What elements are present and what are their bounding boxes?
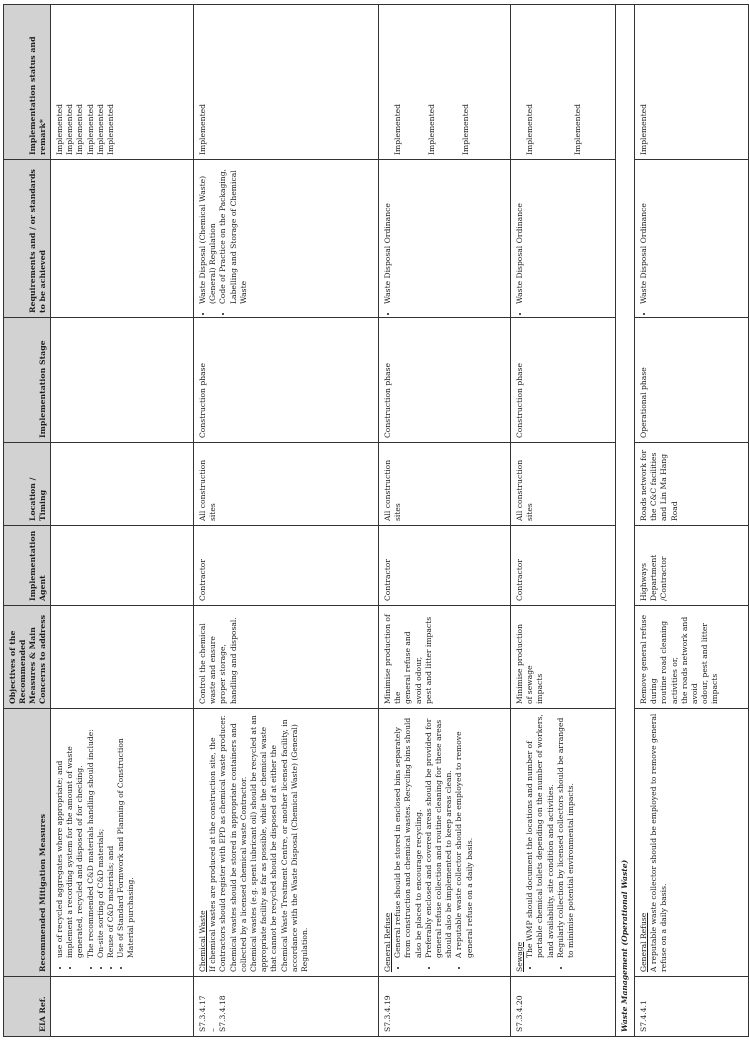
eia-ref: S7.3.4.17: [198, 995, 207, 1032]
header-agent: Implementation Agent: [4, 526, 51, 606]
section-heading: Waste Management (Operational Waste): [616, 5, 635, 1037]
objective-line: the roads network and avoid: [679, 616, 700, 704]
status-text: Implemented: [573, 104, 583, 155]
objective-line: odour, pest and litter impacts: [700, 622, 720, 704]
list-item: • Use of Standard Formwork and Planning of Construction Material purchasing.: [116, 713, 136, 958]
objective-line: routine road cleaning activities or,: [659, 620, 679, 704]
objective-line: Remove general refuse during: [639, 614, 659, 704]
objectives-cell: [51, 606, 194, 709]
eia-ref-cell: S7.4.4.1: [635, 977, 749, 1037]
status-text: Implemented: [525, 104, 534, 155]
objective-line: Minimise production: [515, 624, 524, 704]
stage-cell: Operational phase: [635, 318, 749, 443]
requirements-cell: [635, 160, 749, 318]
bullet-list: [515, 164, 525, 313]
header-stage: Implementation Stage: [4, 318, 51, 443]
objective-line: general refuse and avoid odour,: [403, 631, 423, 704]
list-item: • Regularly collection by licensed collectors should be arranged to minimise potential environmental impacts.: [556, 713, 576, 958]
stage-cell: Construction phase: [511, 318, 616, 443]
location-cell: All construction sites: [511, 443, 616, 526]
measure-text: A reputable waste collector should be employed to remove general refuse on a daily basis.: [649, 713, 669, 972]
measures-cell: [194, 709, 379, 977]
list-item: • use of recycled aggregates where appropriate; and: [55, 713, 65, 958]
requirements-cell: [194, 160, 379, 318]
status-cell: Implemented: [635, 5, 749, 160]
measure-title: General Refuse: [639, 912, 648, 972]
list-item: • General refuse should be stored in enclosed bins separately from construction and chemical wastes. Recycling bins should also be placed to encourage recycling.: [393, 713, 424, 958]
measures-cell: [511, 709, 616, 977]
status-cell: Implemented: [194, 5, 379, 160]
header-status: Implementation status and remark*: [4, 5, 51, 160]
status-text: Implemented: [393, 104, 402, 155]
location-cell: [51, 443, 194, 526]
measure-title: General Refuse: [383, 912, 392, 972]
measures-cell: [379, 709, 511, 977]
list-item: • A reputable waste collector should be employed to remove general refuse on a daily basis.: [454, 713, 474, 958]
objectives-cell: Control the chemical waste and ensure proper storage, handling and disposal.: [194, 606, 379, 709]
list-item: • Reuse of C&D materials; and: [106, 713, 116, 958]
eia-ref-dash: –: [208, 1028, 218, 1032]
status-cell: [511, 5, 616, 160]
list-item: • Waste Disposal Ordinance: [383, 164, 393, 304]
measure-title: Chemical Waste: [198, 910, 207, 972]
requirements-cell: [511, 160, 616, 318]
eia-ref-cell: S7.3.4.19: [379, 977, 511, 1037]
bullet-list: [639, 164, 649, 313]
objective-line: of sewage: [525, 665, 535, 704]
objective-line: pest and litter impacts: [423, 616, 433, 704]
bullet-list: [55, 713, 137, 972]
stage-cell: [51, 318, 194, 443]
objective-line: Minimise production of the: [383, 614, 403, 704]
table-row: [51, 5, 194, 1037]
stage-cell: Construction phase: [379, 318, 511, 443]
agent-cell: Highways Department /Contractor: [635, 526, 749, 606]
list-item: • Preferably enclosed and covered areas should be provided for general refuse collection and routine cleaning for these areas should also be implemented to keep areas clean.: [424, 713, 455, 958]
status-text: Implemented: [461, 104, 471, 155]
header-row: [4, 5, 51, 1037]
table-row: [635, 5, 749, 1037]
header-location: Location / Timing: [4, 443, 51, 526]
eia-ref-cell: S7.3.4.20: [511, 977, 616, 1037]
header-objectives: Objectives of the Recommended Measures & Main Concerns to address: [4, 606, 51, 709]
eia-ref-cell: [51, 977, 194, 1037]
agent-cell: [51, 526, 194, 606]
agent-cell: Contractor: [194, 526, 379, 606]
eia-ref: S7.3.4.18: [218, 995, 228, 1032]
requirements-cell: [51, 160, 194, 318]
measure-text: Chemical wastes (e.g. spent lubricant oil) should be recycled at an appropriate facility as far as possible, while the chemical waste that cannot be recycled should be disposed of at either the Chemical Waste Treatment Centre, or another licensed facility, in accordance with the Waste Disposal (Chemical Waste) (General) Regulation.: [249, 715, 310, 972]
status-text: Implemented: [85, 104, 95, 155]
bullet-list: [525, 713, 576, 972]
objective-line: impacts: [535, 673, 545, 704]
header-mitigation-measures: Recommended Mitigation Measures: [4, 709, 51, 977]
eia-ref-cell: [194, 977, 379, 1037]
list-item: • Waste Disposal (Chemical Waste) (General) Regulation: [198, 164, 218, 304]
status-text: Implemented: [95, 104, 105, 155]
list-item: • Waste Disposal Ordinance: [515, 164, 525, 304]
table-row: [379, 5, 511, 1037]
header-eia-ref: EIA Ref.: [4, 977, 51, 1037]
objectives-cell: [635, 606, 749, 709]
location-cell: All construction sites: [194, 443, 379, 526]
list-item: • Waste Disposal Ordinance: [639, 164, 649, 304]
status-text: Implemented: [427, 104, 437, 155]
list-item: • implement a recording system for the amount of waste generated, recycled and disposed of for checking.: [65, 713, 85, 958]
status-text: Implemented: [55, 104, 64, 155]
status-cell: [379, 5, 511, 160]
agent-cell: Contractor: [379, 526, 511, 606]
measures-cell: [635, 709, 749, 977]
objectives-cell: [379, 606, 511, 709]
header-requirements: Requirements and / or standards to be achieved: [4, 160, 51, 318]
status-text: Implemented: [75, 104, 85, 155]
status-text: Implemented: [106, 104, 116, 155]
location-cell: Roads network for the C&C facilities and Lin Ma Hang Road: [635, 443, 749, 526]
requirements-cell: [379, 160, 511, 318]
list-item: • The recommended C&D materials handling should include:: [86, 713, 96, 958]
measure-text: If chemical wastes are produced at the construction site, the Contractors should register with EPD as chemical waste producer. Chemical wastes should be stored in appropriate containers and collected by a licensed chemical waste Contractor.: [208, 715, 248, 972]
agent-cell: Contractor: [511, 526, 616, 606]
bullet-list: [383, 164, 393, 313]
table-row: [511, 5, 616, 1037]
measures-cell: [51, 709, 194, 977]
measure-title: Sewage: [515, 941, 524, 972]
table-row: [194, 5, 379, 1037]
list-item: • On-site sorting of C&D materials;: [96, 713, 106, 958]
list-item: • The WMP should document the locations and number of portable chemical toilets depending on the number of workers, land availability, site condition and activities.: [525, 713, 556, 958]
status-text: Implemented: [65, 104, 75, 155]
bullet-list: [393, 713, 475, 972]
location-cell: All construction sites: [379, 443, 511, 526]
section-row: [616, 5, 635, 1037]
objectives-cell: [511, 606, 616, 709]
stage-cell: Construction phase: [194, 318, 379, 443]
environmental-mitigation-table: [3, 4, 749, 1037]
bullet-list: [198, 164, 249, 313]
list-item: • Code of Practice on the Packaging, Labelling and Storage of Chemical Waste: [218, 164, 249, 304]
status-cell: [51, 5, 194, 160]
